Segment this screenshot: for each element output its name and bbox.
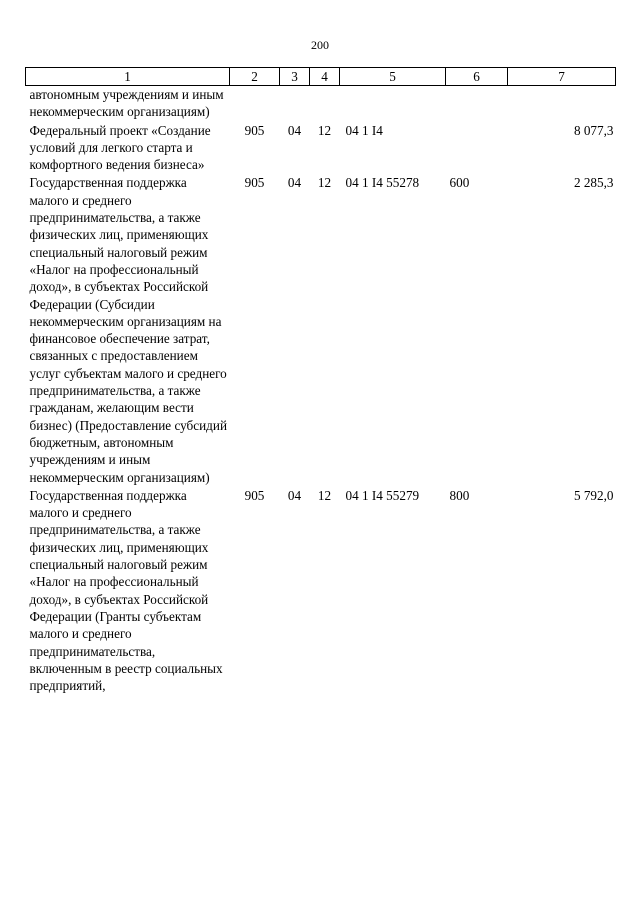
row-vr [446, 86, 508, 121]
table-row [26, 86, 616, 121]
table-row [26, 486, 616, 695]
table-header-row [26, 68, 616, 86]
column-header: 2 [230, 68, 280, 86]
row-csr: 04 1 I4 55279 [345, 487, 420, 503]
row-name: Федеральный проект «Создание условий для легкого старта и комфортного ведения бизнеса» [29, 122, 211, 173]
row-pr: 12 [317, 122, 332, 138]
row-grbs: 905 [244, 175, 265, 191]
row-sum [508, 86, 616, 121]
row-name: автономным учреждениям и иным некоммерческим организациям) [29, 87, 224, 120]
row-pr [310, 86, 340, 121]
row-vr: 600 [449, 175, 470, 191]
page-number: 200 [311, 38, 329, 52]
row-sum: 2 285,3 [573, 175, 614, 191]
row-csr [340, 86, 446, 121]
row-pr: 12 [317, 487, 332, 503]
table-row [26, 173, 616, 485]
row-sum: 5 792,0 [573, 487, 614, 503]
row-csr: 04 1 I4 55278 [345, 175, 420, 191]
row-csr: 04 1 I4 [345, 122, 383, 138]
row-name: Государственная поддержка малого и среднего предпринимательства, а также физических лиц, применяющих специальный налоговый режим «Налог на профессиональный доход», в субъектах Российской Федерации (Гранты субъектам малого и среднего предпринимательства, включенным в реестр социальных предприятий, [29, 487, 223, 694]
table-row [26, 121, 616, 174]
column-header: 4 [310, 68, 340, 86]
row-grbs: 905 [244, 122, 265, 138]
column-header: 1 [26, 68, 230, 86]
row-vr: 800 [449, 487, 470, 503]
column-header: 3 [280, 68, 310, 86]
row-pr: 12 [317, 175, 332, 191]
column-header: 5 [340, 68, 446, 86]
row-grbs [230, 86, 280, 121]
budget-table [25, 67, 616, 694]
row-name: Государственная поддержка малого и среднего предпринимательства, а также физических лиц, применяющих специальный налоговый режим «Налог на профессиональный доход», в субъектах Российской Федерации (Субсидии некоммерческим организациям на финансовое обеспечение затрат, связанных с предоставлением услуг субъектам малого и среднего предпринимательства, а также гражданам, желающим вести бизнес) (Предоставление субсидий бюджетным, автономным учреждениям и иным некоммерческим организациям) [29, 175, 228, 485]
row-rz: 04 [287, 122, 302, 138]
row-rz [280, 86, 310, 121]
column-header: 6 [446, 68, 508, 86]
column-header: 7 [508, 68, 616, 86]
row-rz: 04 [287, 175, 302, 191]
row-grbs: 905 [244, 487, 265, 503]
row-sum: 8 077,3 [573, 122, 614, 138]
row-vr [446, 121, 508, 174]
row-rz: 04 [287, 487, 302, 503]
